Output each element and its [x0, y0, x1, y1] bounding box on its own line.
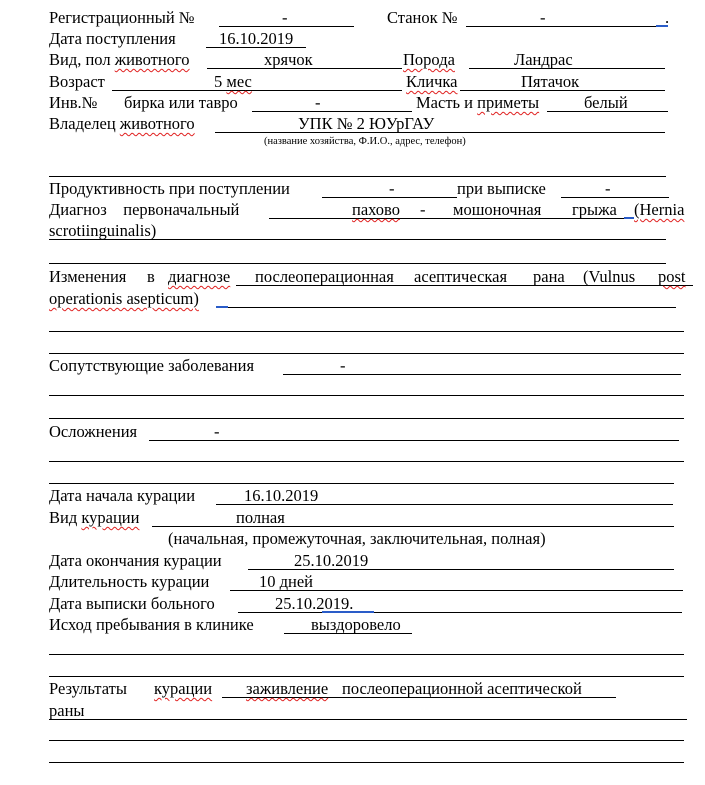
diagnosis-word[interactable]: мошоночная — [453, 200, 542, 219]
reg-label: Регистрационный № — [49, 8, 195, 27]
stall-end: . — [665, 8, 670, 27]
complications-extra-line-1[interactable] — [49, 461, 684, 462]
curation-type-label: Вид курации — [49, 508, 140, 527]
grammar-mark — [216, 306, 228, 308]
results-label-2: курации — [154, 679, 213, 698]
discharge-date-value[interactable]: 25.10.2019. — [275, 594, 354, 613]
results-line2[interactable]: раны — [49, 701, 85, 720]
inv-label: Инв.№ — [49, 93, 98, 112]
species-label: Вид, пол животного — [49, 50, 190, 69]
curation-type-field-line[interactable] — [152, 526, 674, 527]
inv-value[interactable]: - — [315, 93, 321, 112]
productivity-label: Продуктивность при поступлении — [49, 179, 290, 198]
duration-label: Длительность курации — [49, 572, 210, 591]
changes-label-3: диагнозе — [168, 267, 231, 286]
results-label-1: Результаты — [49, 679, 127, 698]
diagnosis-extra-line[interactable] — [49, 263, 666, 264]
curation-start-value[interactable]: 16.10.2019 — [244, 486, 319, 505]
productivity-value[interactable]: - — [389, 179, 395, 198]
curation-start-label: Дата начала курации — [49, 486, 196, 505]
changes-line2-rule[interactable] — [228, 307, 676, 308]
diagnosis-word[interactable]: (Hernia — [634, 200, 685, 219]
complications-field-line[interactable] — [149, 440, 679, 441]
comorbid-extra-line-1[interactable] — [49, 395, 684, 396]
owner-label: Владелец животного — [49, 114, 195, 133]
comorbid-value[interactable]: - — [340, 356, 346, 375]
curation-type-value[interactable]: полная — [236, 508, 285, 527]
changes-label-2: в — [147, 267, 155, 286]
diagnosis-line2-rule[interactable] — [49, 239, 666, 240]
grammar-mark — [322, 611, 374, 613]
curation-end-label: Дата окончания курации — [49, 551, 222, 570]
outcome-label: Исход пребывания в клинике — [49, 615, 254, 634]
results-value-1[interactable]: заживление — [246, 679, 329, 698]
changes-extra-line-2[interactable] — [49, 353, 684, 354]
outcome-extra-line-1[interactable] — [49, 654, 684, 655]
age-field-line[interactable] — [112, 90, 402, 91]
results-extra-line-1[interactable] — [49, 740, 684, 741]
stall-label: Станок № — [387, 8, 458, 27]
results-extra-line-2[interactable] — [49, 762, 684, 763]
changes-word[interactable]: послеоперационная — [255, 267, 394, 286]
breed-value[interactable]: Ландрас — [514, 50, 573, 69]
comorbid-label: Сопутствующие заболевания — [49, 356, 255, 375]
comorbid-extra-line-2[interactable] — [49, 418, 684, 419]
results-value-2[interactable]: послеоперационной асептической — [342, 679, 582, 698]
grammar-mark — [624, 217, 634, 219]
diagnosis-word[interactable]: грыжа — [572, 200, 617, 219]
diagnosis-word[interactable]: - — [420, 200, 426, 219]
arrival-value[interactable]: 16.10.2019 — [219, 29, 294, 48]
diagnosis-word[interactable]: пахово — [352, 200, 400, 219]
changes-word[interactable]: (Vulnus — [583, 267, 636, 286]
reg-value[interactable]: - — [282, 8, 288, 27]
changes-line2[interactable]: operationis asepticum) — [49, 289, 199, 308]
diagnosis-label: Диагноз первоначальный — [49, 200, 240, 219]
outcome-value[interactable]: выздоровело — [311, 615, 401, 634]
curation-end-value[interactable]: 25.10.2019 — [294, 551, 369, 570]
stall-value[interactable]: - — [540, 8, 546, 27]
age-label: Возраст — [49, 72, 105, 91]
owner-value[interactable]: УПК № 2 ЮУрГАУ — [298, 114, 435, 133]
arrival-label: Дата поступления — [49, 29, 176, 48]
stall-field-line[interactable] — [466, 26, 656, 27]
changes-word[interactable]: асептическая — [414, 267, 508, 286]
changes-word[interactable]: post — [658, 267, 686, 286]
curation-type-hint: (начальная, промежуточная, заключительная, полная) — [168, 529, 546, 548]
inv-sublabel: бирка или тавро — [124, 93, 238, 112]
age-value[interactable]: 5 мес — [214, 72, 252, 91]
color-label: Масть и приметы — [416, 93, 540, 112]
outcome-extra-line-2[interactable] — [49, 676, 684, 677]
changes-label-1: Изменения — [49, 267, 127, 286]
duration-value[interactable]: 10 дней — [259, 572, 314, 591]
discharge-label: при выписке — [457, 179, 546, 198]
owner-hint: (название хозяйства, Ф.И.О., адрес, телефон) — [264, 136, 466, 147]
breed-label: Порода — [403, 50, 455, 69]
owner-extra-line[interactable] — [49, 176, 666, 177]
results-line2-rule[interactable] — [49, 719, 687, 720]
species-value[interactable]: хрячок — [264, 50, 313, 69]
changes-word[interactable]: рана — [533, 267, 565, 286]
color-value[interactable]: белый — [584, 93, 628, 112]
complications-extra-line-2[interactable] — [49, 483, 674, 484]
owner-field-line[interactable] — [215, 132, 665, 133]
discharge-field-line[interactable] — [561, 197, 669, 198]
discharge-date-label: Дата выписки больного — [49, 594, 215, 613]
diagnosis-field-line[interactable] — [269, 218, 624, 219]
complications-label: Осложнения — [49, 422, 138, 441]
name-value[interactable]: Пятачок — [521, 72, 580, 91]
discharge-value[interactable]: - — [605, 179, 611, 198]
changes-extra-line-1[interactable] — [49, 331, 684, 332]
inv-field-line[interactable] — [252, 111, 412, 112]
complications-value[interactable]: - — [214, 422, 220, 441]
name-label: Кличка — [406, 72, 458, 91]
diagnosis-line2[interactable]: scrotiinguinalis) — [49, 221, 157, 240]
